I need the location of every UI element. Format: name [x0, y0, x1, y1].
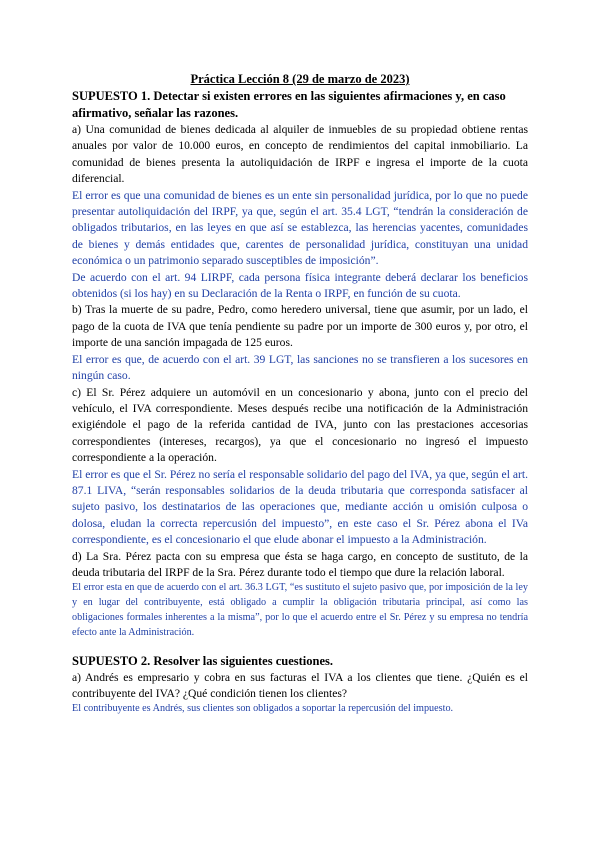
- answer-1b: El error es que, de acuerdo con el art. 39 LGT, las sanciones no se transfieren a los sucesores en ningún caso.: [72, 352, 528, 383]
- section-spacer: [72, 641, 528, 653]
- document-title: Práctica Lección 8 (29 de marzo de 2023): [190, 72, 410, 86]
- statement-1b: b) Tras la muerte de su padre, Pedro, como heredero universal, tiene que asumir, por un lado, el pago de la cuota de IVA que tenía pendiente su padre por un importe de 300 euros y, por otro, el importe de una sanción impagada de 125 euros.: [72, 303, 528, 350]
- statement-1c: c) El Sr. Pérez adquiere un automóvil en un concesionario y abona, junto con el precio del vehículo, el IVA correspondiente. Meses después recibe una notificación de la Administración exigiéndole el pago de la referida cantidad de IVA, junto con las prestaciones accesorias correspondientes (intereses, recargos), ya que el concesionario no ingresó el impuesto correspondiente a la operación.: [72, 385, 528, 465]
- answer-1d: El error esta en que de acuerdo con el art. 36.3 LGT, “es sustituto el sujeto pasivo que, por imposición de la ley y en lugar del contribuyente, está obligado a cumplir la obligación tributaria principal, así como las obligaciones formales inherentes a la misma”, por lo que el acuerdo entre el Sr. Pérez y su empresa no tendría efecto ante la Administración.: [72, 582, 528, 638]
- answer-2a: El contribuyente es Andrés, sus clientes son obligados a soportar la repercusión del impuesto.: [72, 703, 454, 715]
- answer-1a-paragraph-1: El error es que una comunidad de bienes es un ente sin personalidad jurídica, por lo que no puede presentar autoliquidación del IRPF, ya que, según el art. 35.4 LGT, “tendrán la consideración de obligados tributarios, en las leyes en que así se establezca, las herencias yacentes, comunidades de bienes y demás entidades que, carentes de personalidad jurídica, constituyan una unidad económica o un patrimonio separado susceptibles de imposición”.: [72, 188, 528, 268]
- supuesto-1-heading: SUPUESTO 1. Detectar si existen errores en las siguientes afirmaciones y, en caso afirmativo, señalar las razones.: [72, 89, 506, 120]
- supuesto-2-heading: SUPUESTO 2. Resolver las siguientes cuestiones.: [72, 653, 334, 668]
- statement-1d: d) La Sra. Pérez pacta con su empresa que ésta se haga cargo, en concepto de sustituto, de la deuda tributaria del IRPF de la Sra. Pérez durante todo el tiempo que dure la relación laboral.: [72, 549, 528, 579]
- answer-1a-paragraph-2: De acuerdo con el art. 94 LIRPF, cada persona física integrante deberá declarar los beneficios obtenidos (si los hay) en su Declaración de la Renta o IRPF, en función de su cuota.: [72, 270, 528, 301]
- statement-2a: a) Andrés es empresario y cobra en sus facturas el IVA a los clientes que tiene. ¿Quién es el contribuyente del IVA? ¿Qué condición tienen los clientes?: [72, 670, 528, 700]
- answer-1c: El error es que el Sr. Pérez no sería el responsable solidario del pago del IVA, ya que, según el art. 87.1 LIVA, “serán responsables solidarios de la deuda tributaria que corresponda satisfacer al sujeto pasivo, los destinatarios de las operaciones que, mediante acción u omisión culposa o dolosa, eludan la correcta repercusión del impuesto”, en este caso el Sr. Pérez abona el IVa correspondiente, es el concesionario el que elude abonar el impuesto a la Administración.: [72, 467, 528, 547]
- statement-1a: a) Una comunidad de bienes dedicada al alquiler de inmuebles de su propiedad obtiene rentas anuales por valor de 10.000 euros, en concepto de rendimientos del capital inmobiliario. La comunidad de bienes presenta la autoliquidación de IRPF e ingresa el importe de la cuota diferencial.: [72, 123, 528, 186]
